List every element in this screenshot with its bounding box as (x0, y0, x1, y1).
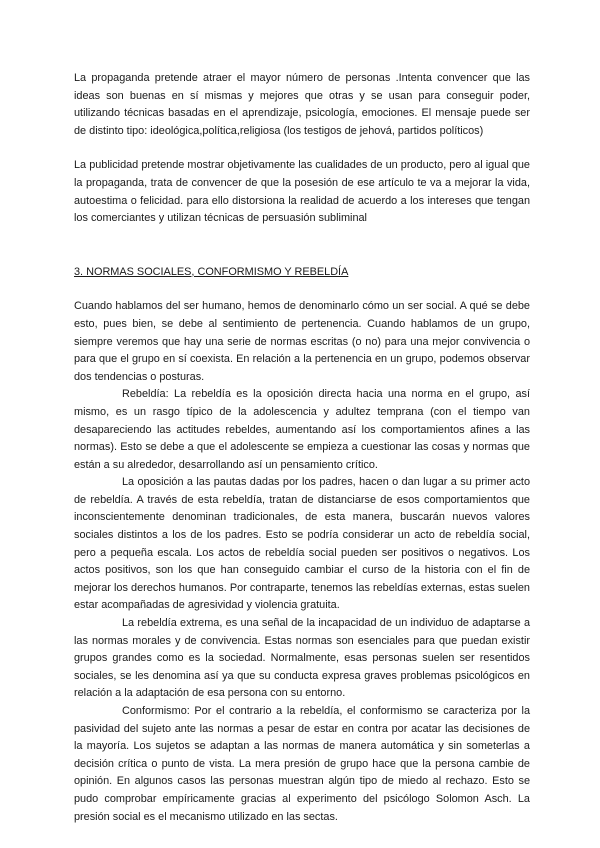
body-paragraph-rebeldia-extrema: La rebeldía extrema, es una señal de la incapacidad de un individuo de adaptarse a las normas morales y de convivencia. Estas normas son esenciales para que puedan existir grupos grandes como es la sociedad. Normalmente, esas personas suelen ser resentidos sociales, se les denomina así ya que su conducta expresa graves problemas psicológicos en relación a la adaptación de esa persona con su entorno. (74, 617, 530, 700)
body-paragraph-rebeldia: Rebeldía: La rebeldía es la oposición directa hacia una norma en el grupo, así mismo, es un rasgo típico de la adolescencia y adultez temprana (con el tiempo van desapareciendo las actitudes rebeldes, aumentando así los comportamientos afines a las normas). Esto se debe a que el adolescente se empieza a cuestionar las cosas y normas que están a su alrededor, desarrollando así un pensamiento crítico. (74, 388, 530, 471)
body-paragraph-oposicion: La oposición a las pautas dadas por los padres, hacen o dan lugar a su primer acto de rebeldía. A través de esta rebeldía, tratan de distanciarse de esos comportamientos que inconscientemente denominan tradicionales, de esta manera, buscarán nuevos valores sociales distintos a los de los padres. Esto se podría considerar un acto de rebeldía social, pero a pequeña escala. Los actos de rebeldía social pueden ser positivos o negativos. Los actos positivos, son los que han conseguido cambiar el curso de la historia con el fin de mejorar los derechos humanos. Por contraparte, tenemos las rebeldías externas, estas suelen estar acompañadas de agresividad y violencia gratuita. (74, 476, 530, 612)
propaganda-paragraph: La propaganda pretende atraer el mayor número de personas .Intenta convencer que las ideas son buenas en sí mismas y mejores que otras y se usan para conseguir poder, utilizando técnicas basadas en el aprendizaje, psicología, emociones. El mensaje puede ser de distinto tipo: ideológica,política,religiosa (los testigos de jehová, partidos políticos) (74, 72, 530, 137)
publicidad-paragraph: La publicidad pretende mostrar objetivamente las cualidades de un producto, pero al igual que la propaganda, trata de convencer de que la posesión de ese artículo te va a mejorar la vida, autoestima o felicidad. para ello distorsiona la realidad de acuerdo a los intereses que tengan los comerciantes y utilizan técnicas de persuasión subliminal (74, 159, 530, 225)
body-paragraph-conformismo: Conformismo: Por el contrario a la rebeldía, el conformismo se caracteriza por la pasividad del sujeto ante las normas a pesar de estar en contra por acatar las decisiones de la mayoría. Los sujetos se adaptan a las normas de manera automática y sin someterlas a decisión crítica o punto de vista. La mera presión de grupo hace que la persona cambie de opinión. En algunos casos las personas muestran algún tipo de miedo al rechazo. Esto se pudo comprobar empíricamente gracias al experimento del psicólogo Solomon Asch. La presión social es el mecanismo utilizado en las sectas. (74, 705, 530, 823)
body-paragraph-intro: Cuando hablamos del ser humano, hemos de denominarlo cómo un ser social. A qué se debe esto, pues bien, se debe al sentimiento de pertenencia. Cuando hablamos de un grupo, siempre veremos que hay una serie de normas escritas (o no) para una mejor convivencia o para que el grupo en sí coexista. En relación a la pertenencia en un grupo, podemos observar dos tendencias o posturas. (74, 300, 530, 383)
document-page (74, 70, 530, 826)
section-heading: 3. NORMAS SOCIALES, CONFORMISMO Y REBELDÍA (74, 265, 349, 278)
